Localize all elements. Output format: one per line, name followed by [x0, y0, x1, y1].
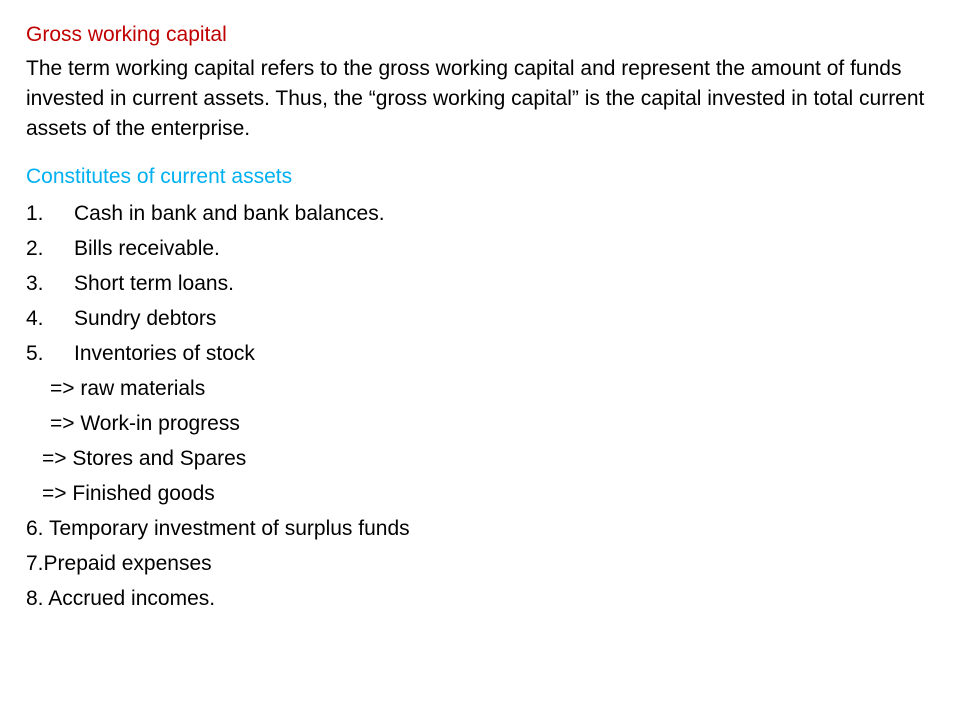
list-item-number: 5.: [26, 342, 44, 365]
sub-item: => Stores and Spares: [42, 447, 247, 470]
list-item-number: 4.: [26, 307, 44, 330]
list-item-number: 2.: [26, 237, 44, 260]
slide-content: [26, 20, 936, 616]
list-item-text: Inventories of stock: [74, 342, 255, 365]
list-item: [26, 266, 936, 301]
list-item-text: Cash in bank and bank balances.: [74, 202, 385, 225]
list-item: 7.Prepaid expenses: [26, 552, 212, 575]
list-item-text: Bills receivable.: [74, 237, 220, 260]
list-item: [26, 336, 936, 371]
list-item-text: Short term loans.: [74, 272, 234, 295]
list-item: [26, 301, 936, 336]
sub-item: => raw materials: [50, 377, 206, 400]
sub-item: => Finished goods: [42, 482, 215, 505]
list-item-text: Sundry debtors: [74, 307, 217, 330]
heading-gross-working-capital: Gross working capital: [26, 23, 227, 46]
list-item: [26, 196, 936, 231]
heading-constitutes-of-current-assets: Constitutes of current assets: [26, 165, 293, 188]
definition-paragraph: The term working capital refers to the gross working capital and represent the amount of funds invested in current assets. Thus, the “gross working capital” is the capital invested in total current assets of the enterprise.: [26, 57, 925, 140]
list-item: [26, 231, 936, 266]
list-item-number: 1.: [26, 202, 44, 225]
list-item: 6. Temporary investment of surplus funds: [26, 517, 410, 540]
sub-item: => Work-in progress: [50, 412, 240, 435]
list-item: 8. Accrued incomes.: [26, 587, 216, 610]
list-item-number: 3.: [26, 272, 44, 295]
current-assets-list: [26, 196, 936, 616]
